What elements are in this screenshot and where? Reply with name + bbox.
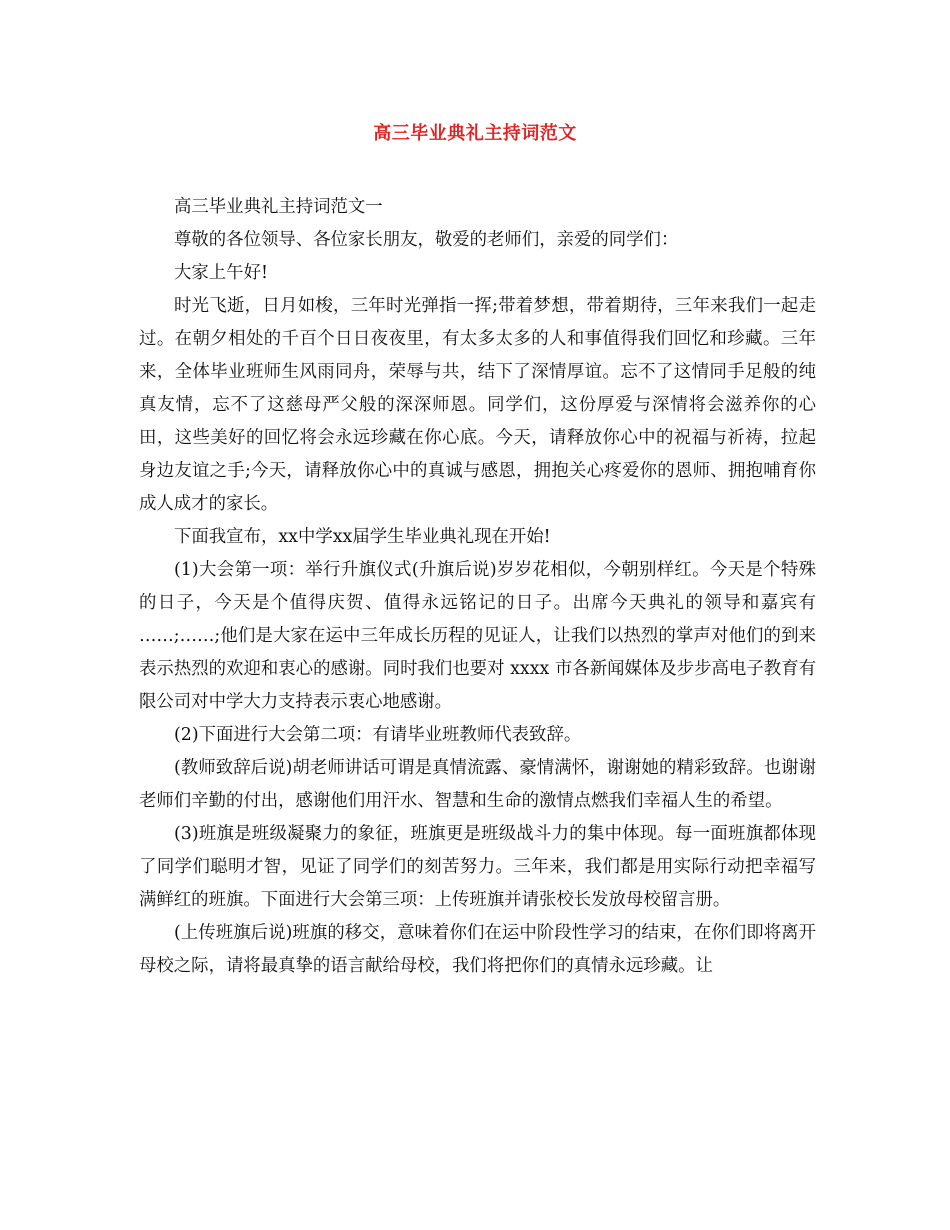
- body-paragraph: (2)下面进行大会第二项：有请毕业班教师代表致辞。: [174, 725, 582, 745]
- body-paragraph: (3)班旗是班级凝聚力的象征，班旗更是班级战斗力的集中体现。每一面班旗都体现了同学们聪明才智，见证了同学们的刻苦努力。三年来，我们都是用实际行动把幸福写满鲜红的班旗。下面进行大会第三项：上传班旗并请张校长发放母校留言册。: [139, 824, 816, 910]
- body-paragraph: (1)大会第一项：举行升旗仪式(升旗后说)岁岁花相似，今朝别样红。今天是个特殊的日子，今天是个值得庆贺、值得永远铭记的日子。出席今天典礼的领导和嘉宾有 ……;……;他们是大家在运中三年成长历程的见证人，让我们以热烈的掌声对他们的到来表示热烈的欢迎和衷心的感谢。同时我们也要对 xxxx 市各新闻媒体及步步高电子教育有限公司对中学大力支持表示衷心地感谢。: [139, 560, 816, 712]
- document-title: 高三毕业典礼主持词范文: [373, 123, 577, 144]
- body-paragraph: 时光飞逝，日月如梭，三年时光弹指一挥;带着梦想，带着期待，三年来我们一起走过。在朝夕相处的千百个日日夜夜里，有太多太多的人和事值得我们回忆和珍藏。三年来，全体毕业班师生风雨同舟，荣辱与共，结下了深情厚谊。忘不了这情同手足般的纯真友情，忘不了这慈母严父般的深深师恩。同学们，这份厚爱与深情将会滋养你的心田，这些美好的回忆将会永远珍藏在你心底。今天，请释放你心中的祝福与祈祷，拉起身边友谊之手;今天，请释放你心中的真诚与感恩，拥抱关心疼爱你的恩师、拥抱哺育你成人成才的家长。: [139, 296, 816, 514]
- section-heading: 高三毕业典礼主持词范文一: [174, 197, 383, 217]
- body-paragraph: (上传班旗后说)班旗的移交，意味着你们在运中阶段性学习的结束，在你们即将离开母校之际，请将最真挚的语言献给母校，我们将把你们的真情永远珍藏。让: [139, 923, 816, 976]
- body-paragraph: 下面我宣布，xx中学xx届学生毕业典礼现在开始!: [174, 527, 551, 547]
- greeting-paragraph: 大家上午好!: [174, 263, 268, 283]
- document-body: [139, 191, 816, 983]
- salutation-paragraph: 尊敬的各位领导、各位家长朋友，敬爱的老师们，亲爱的同学们：: [174, 230, 679, 250]
- body-paragraph: (教师致辞后说)胡老师讲话可谓是真情流露、豪情满怀，谢谢她的精彩致辞。也谢谢老师们辛勤的付出，感谢他们用汗水、智慧和生命的激情点燃我们幸福人生的希望。: [139, 758, 816, 811]
